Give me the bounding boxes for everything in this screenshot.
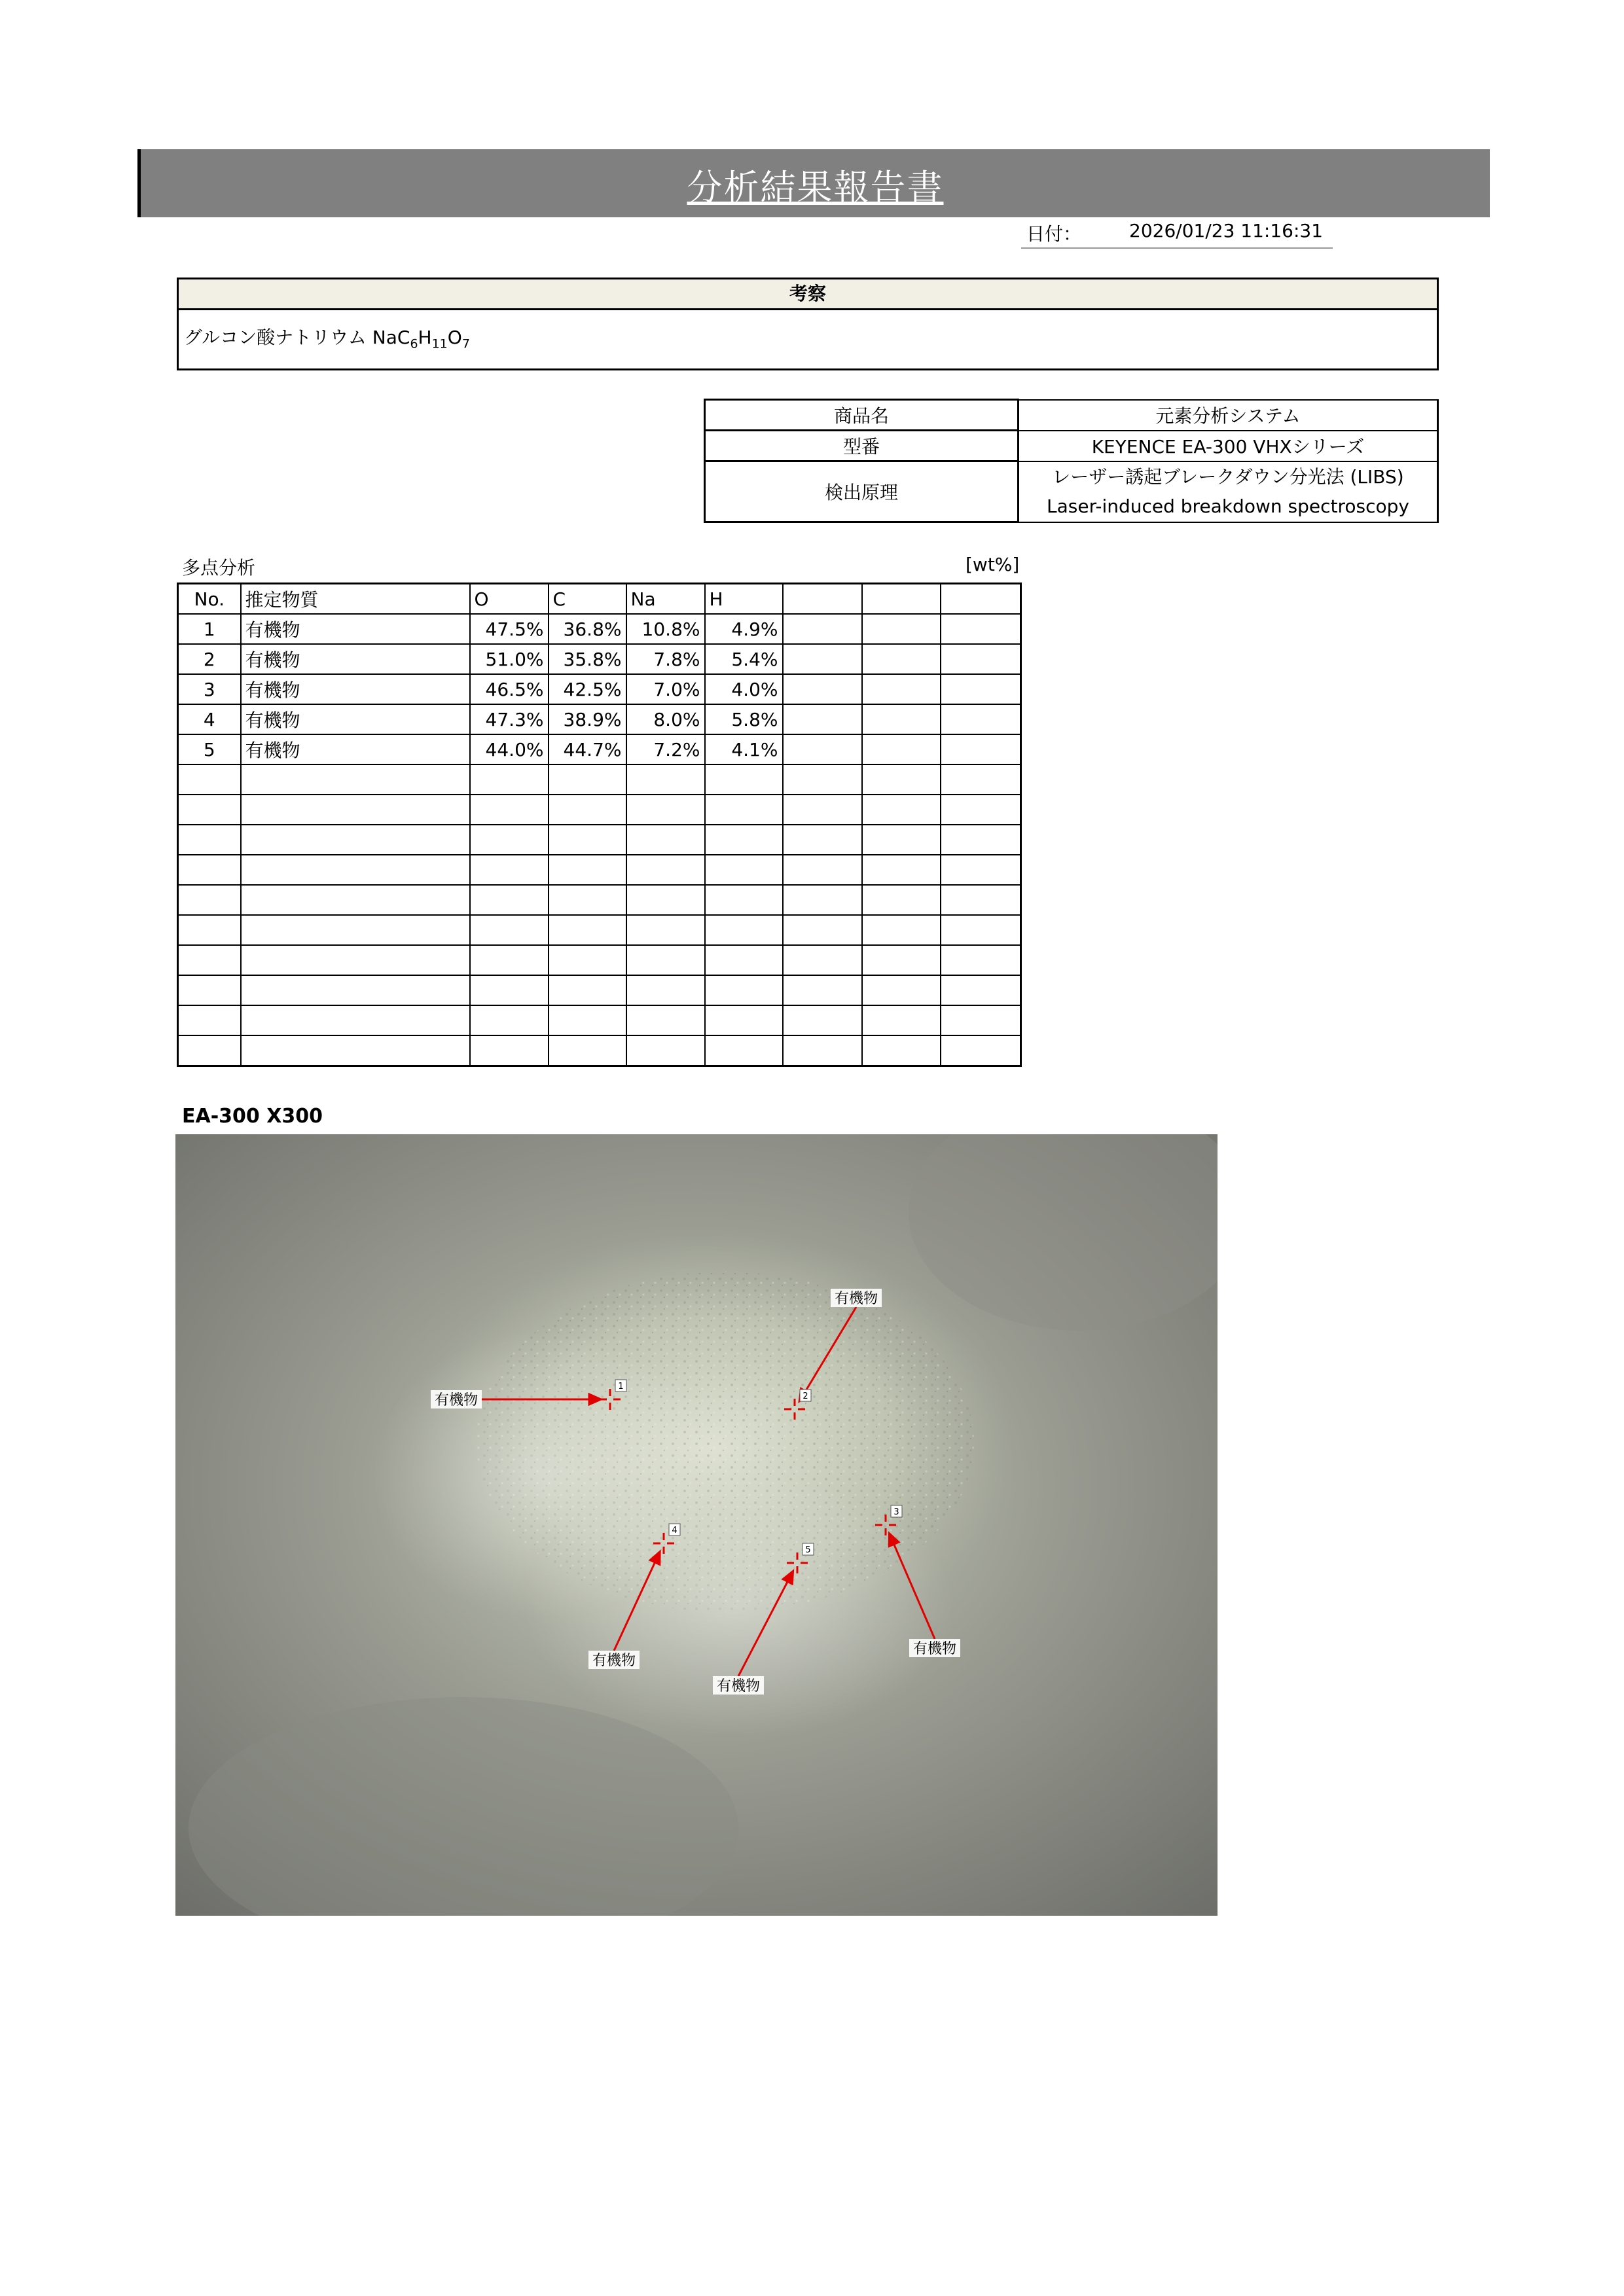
table-cell bbox=[862, 885, 941, 915]
spec-row-principle bbox=[705, 461, 1438, 522]
table-cell bbox=[549, 1005, 626, 1035]
table-cell bbox=[783, 885, 862, 915]
table-cell: 有機物 bbox=[241, 614, 470, 644]
table-cell bbox=[705, 885, 783, 915]
formula-o: O bbox=[447, 327, 462, 348]
table-cell: 42.5% bbox=[549, 674, 626, 704]
table-row-empty bbox=[178, 855, 1021, 885]
table-cell bbox=[783, 644, 862, 674]
table-cell bbox=[783, 795, 862, 825]
table-cell: 10.8% bbox=[626, 614, 705, 644]
table-cell bbox=[862, 855, 941, 885]
table-cell bbox=[941, 1005, 1021, 1035]
table-row-empty bbox=[178, 915, 1021, 945]
table-row-empty bbox=[178, 1005, 1021, 1035]
spec-model-value: KEYENCE EA-300 VHXシリーズ bbox=[1019, 431, 1438, 461]
table-cell: 46.5% bbox=[470, 674, 549, 704]
table-cell bbox=[178, 885, 241, 915]
table-cell bbox=[178, 945, 241, 975]
spec-principle-label: 検出原理 bbox=[705, 461, 1019, 522]
table-cell bbox=[705, 945, 783, 975]
table-cell bbox=[783, 734, 862, 764]
table-cell: 有機物 bbox=[241, 704, 470, 734]
table-cell: 44.7% bbox=[549, 734, 626, 764]
column-header bbox=[783, 584, 862, 615]
table-cell bbox=[241, 764, 470, 795]
table-cell bbox=[862, 945, 941, 975]
table-cell bbox=[862, 975, 941, 1005]
table-cell: 4.0% bbox=[705, 674, 783, 704]
marker-label-text: 有機物 bbox=[592, 1653, 636, 1669]
table-cell bbox=[705, 1035, 783, 1066]
table-cell: 有機物 bbox=[241, 734, 470, 764]
spec-table bbox=[704, 399, 1439, 523]
table-cell bbox=[549, 855, 626, 885]
marker-label bbox=[431, 1390, 482, 1408]
table-cell bbox=[241, 855, 470, 885]
multipoint-unit: [wt%] bbox=[965, 554, 1020, 575]
table-row bbox=[178, 614, 1021, 644]
table-cell: 36.8% bbox=[549, 614, 626, 644]
formula-subscript-h: 11 bbox=[431, 336, 448, 351]
spec-product-value: 元素分析システム bbox=[1019, 400, 1438, 431]
table-cell bbox=[941, 855, 1021, 885]
table-cell: 7.2% bbox=[626, 734, 705, 764]
formula-subscript-o: 7 bbox=[461, 336, 470, 351]
table-cell bbox=[241, 945, 470, 975]
spec-principle-value-en: Laser-induced breakdown spectroscopy bbox=[1047, 495, 1409, 517]
image-caption: EA-300 X300 bbox=[182, 1105, 323, 1128]
table-cell bbox=[783, 945, 862, 975]
table-cell bbox=[178, 1035, 241, 1066]
table-cell: 4 bbox=[178, 704, 241, 734]
table-cell: 35.8% bbox=[549, 644, 626, 674]
table-cell bbox=[470, 915, 549, 945]
table-cell bbox=[178, 795, 241, 825]
table-row-empty bbox=[178, 795, 1021, 825]
report-title-bar bbox=[137, 149, 1490, 217]
table-row-empty bbox=[178, 975, 1021, 1005]
table-cell bbox=[941, 674, 1021, 704]
table-cell bbox=[549, 1035, 626, 1066]
table-cell bbox=[862, 734, 941, 764]
multipoint-table bbox=[177, 583, 1022, 1067]
table-cell bbox=[241, 1005, 470, 1035]
table-cell: 8.0% bbox=[626, 704, 705, 734]
measurement-point-index: 1 bbox=[618, 1382, 624, 1391]
table-cell bbox=[470, 885, 549, 915]
table-cell: 4.1% bbox=[705, 734, 783, 764]
table-cell bbox=[783, 975, 862, 1005]
measurement-point-index: 2 bbox=[803, 1391, 808, 1401]
table-cell bbox=[178, 1005, 241, 1035]
table-cell bbox=[862, 674, 941, 704]
table-cell: 47.3% bbox=[470, 704, 549, 734]
table-cell bbox=[626, 764, 705, 795]
table-cell bbox=[941, 885, 1021, 915]
table-header-row bbox=[178, 584, 1021, 615]
table-cell bbox=[705, 825, 783, 855]
table-cell bbox=[862, 644, 941, 674]
table-cell bbox=[626, 915, 705, 945]
table-cell: 4.9% bbox=[705, 614, 783, 644]
table-cell: 38.9% bbox=[549, 704, 626, 734]
table-cell: 2 bbox=[178, 644, 241, 674]
measurement-point-index: 3 bbox=[893, 1507, 899, 1517]
remarks-header: 考察 bbox=[179, 279, 1437, 310]
table-cell bbox=[241, 825, 470, 855]
table-cell bbox=[783, 1005, 862, 1035]
marker-label bbox=[713, 1676, 764, 1695]
spec-row-product bbox=[705, 400, 1438, 431]
multipoint-label: 多点分析 bbox=[182, 557, 256, 579]
table-cell bbox=[626, 975, 705, 1005]
remarks-text bbox=[179, 310, 1437, 365]
table-cell bbox=[549, 764, 626, 795]
table-cell bbox=[178, 764, 241, 795]
table-cell: 5.4% bbox=[705, 644, 783, 674]
table-row-empty bbox=[178, 1035, 1021, 1066]
spec-row-model bbox=[705, 431, 1438, 461]
marker-label bbox=[588, 1651, 640, 1669]
table-cell bbox=[862, 1035, 941, 1066]
table-cell: 5.8% bbox=[705, 704, 783, 734]
table-cell bbox=[705, 915, 783, 945]
table-cell bbox=[470, 1005, 549, 1035]
table-cell bbox=[705, 855, 783, 885]
table-cell bbox=[862, 1005, 941, 1035]
table-cell bbox=[241, 1035, 470, 1066]
table-cell bbox=[549, 795, 626, 825]
table-cell bbox=[470, 1035, 549, 1066]
table-cell bbox=[783, 1035, 862, 1066]
table-cell bbox=[241, 795, 470, 825]
table-cell: 有機物 bbox=[241, 644, 470, 674]
formula-subscript-c: 6 bbox=[410, 336, 418, 351]
table-cell bbox=[626, 1035, 705, 1066]
table-cell bbox=[941, 795, 1021, 825]
table-row-empty bbox=[178, 825, 1021, 855]
table-cell bbox=[941, 915, 1021, 945]
table-cell bbox=[241, 975, 470, 1005]
table-cell bbox=[862, 614, 941, 644]
report-title: 分析結果報告書 bbox=[687, 167, 944, 208]
table-cell bbox=[783, 674, 862, 704]
table-cell bbox=[178, 855, 241, 885]
table-cell: 7.0% bbox=[626, 674, 705, 704]
table-cell bbox=[178, 975, 241, 1005]
column-header: Na bbox=[626, 584, 705, 615]
table-cell: 44.0% bbox=[470, 734, 549, 764]
table-row-empty bbox=[178, 945, 1021, 975]
table-cell bbox=[549, 915, 626, 945]
column-header: No. bbox=[178, 584, 241, 615]
table-cell bbox=[783, 704, 862, 734]
table-cell bbox=[470, 795, 549, 825]
table-cell bbox=[941, 704, 1021, 734]
spec-model-label: 型番 bbox=[705, 431, 1019, 461]
table-cell bbox=[549, 885, 626, 915]
spec-principle-value-jp: レーザー誘起ブレークダウン分光法 (LIBS) bbox=[1052, 466, 1404, 488]
table-cell bbox=[178, 825, 241, 855]
remarks-box bbox=[177, 278, 1439, 370]
measurement-point-index: 4 bbox=[672, 1526, 677, 1535]
table-cell bbox=[549, 825, 626, 855]
table-cell: 3 bbox=[178, 674, 241, 704]
table-cell bbox=[783, 915, 862, 945]
table-cell bbox=[626, 945, 705, 975]
table-cell bbox=[470, 764, 549, 795]
table-cell bbox=[626, 855, 705, 885]
table-cell bbox=[241, 915, 470, 945]
table-cell bbox=[941, 825, 1021, 855]
table-cell bbox=[470, 975, 549, 1005]
table-cell bbox=[862, 795, 941, 825]
table-cell bbox=[862, 764, 941, 795]
table-row bbox=[178, 674, 1021, 704]
column-header bbox=[941, 584, 1021, 615]
remarks-text-prefix: グルコン酸ナトリウム NaC bbox=[184, 327, 410, 348]
table-cell bbox=[941, 1035, 1021, 1066]
formula-h: H bbox=[418, 327, 432, 348]
table-row-empty bbox=[178, 764, 1021, 795]
table-cell bbox=[705, 795, 783, 825]
table-cell bbox=[941, 975, 1021, 1005]
date-row bbox=[1021, 219, 1333, 249]
table-cell bbox=[862, 825, 941, 855]
marker-label-text: 有機物 bbox=[834, 1291, 878, 1307]
table-cell bbox=[941, 644, 1021, 674]
table-cell bbox=[241, 885, 470, 915]
date-label: 日付： bbox=[1026, 223, 1082, 245]
table-cell bbox=[862, 915, 941, 945]
marker-label bbox=[909, 1639, 960, 1657]
table-cell bbox=[626, 795, 705, 825]
table-row bbox=[178, 734, 1021, 764]
table-cell bbox=[705, 764, 783, 795]
column-header: C bbox=[549, 584, 626, 615]
table-cell: 7.8% bbox=[626, 644, 705, 674]
table-cell bbox=[626, 1005, 705, 1035]
table-row bbox=[178, 704, 1021, 734]
marker-label-text: 有機物 bbox=[434, 1392, 478, 1408]
marker-label-text: 有機物 bbox=[716, 1678, 761, 1695]
table-cell bbox=[470, 855, 549, 885]
table-cell: 5 bbox=[178, 734, 241, 764]
spec-product-label: 商品名 bbox=[705, 400, 1019, 431]
column-header bbox=[862, 584, 941, 615]
table-cell bbox=[941, 764, 1021, 795]
table-cell bbox=[783, 764, 862, 795]
table-cell: 1 bbox=[178, 614, 241, 644]
table-cell bbox=[783, 855, 862, 885]
table-cell bbox=[941, 734, 1021, 764]
table-cell bbox=[941, 945, 1021, 975]
table-cell bbox=[470, 945, 549, 975]
column-header: O bbox=[470, 584, 549, 615]
table-cell bbox=[862, 704, 941, 734]
marker-label-text: 有機物 bbox=[912, 1641, 957, 1657]
marker-label bbox=[831, 1289, 882, 1307]
table-cell bbox=[470, 825, 549, 855]
spec-principle-value bbox=[1019, 461, 1438, 522]
date-value: 2026/01/23 11:16:31 bbox=[1129, 220, 1324, 242]
table-row bbox=[178, 644, 1021, 674]
table-cell: 47.5% bbox=[470, 614, 549, 644]
table-cell bbox=[941, 614, 1021, 644]
table-row-empty bbox=[178, 885, 1021, 915]
table-cell: 51.0% bbox=[470, 644, 549, 674]
measurement-point-index: 5 bbox=[805, 1545, 811, 1555]
microscope-image bbox=[175, 1134, 1218, 1916]
table-cell bbox=[549, 945, 626, 975]
column-header: 推定物質 bbox=[241, 584, 470, 615]
table-cell bbox=[178, 915, 241, 945]
table-cell bbox=[705, 1005, 783, 1035]
table-cell bbox=[626, 825, 705, 855]
table-cell bbox=[626, 885, 705, 915]
table-cell bbox=[705, 975, 783, 1005]
table-cell bbox=[783, 614, 862, 644]
table-cell bbox=[783, 825, 862, 855]
table-cell: 有機物 bbox=[241, 674, 470, 704]
table-cell bbox=[549, 975, 626, 1005]
column-header: H bbox=[705, 584, 783, 615]
